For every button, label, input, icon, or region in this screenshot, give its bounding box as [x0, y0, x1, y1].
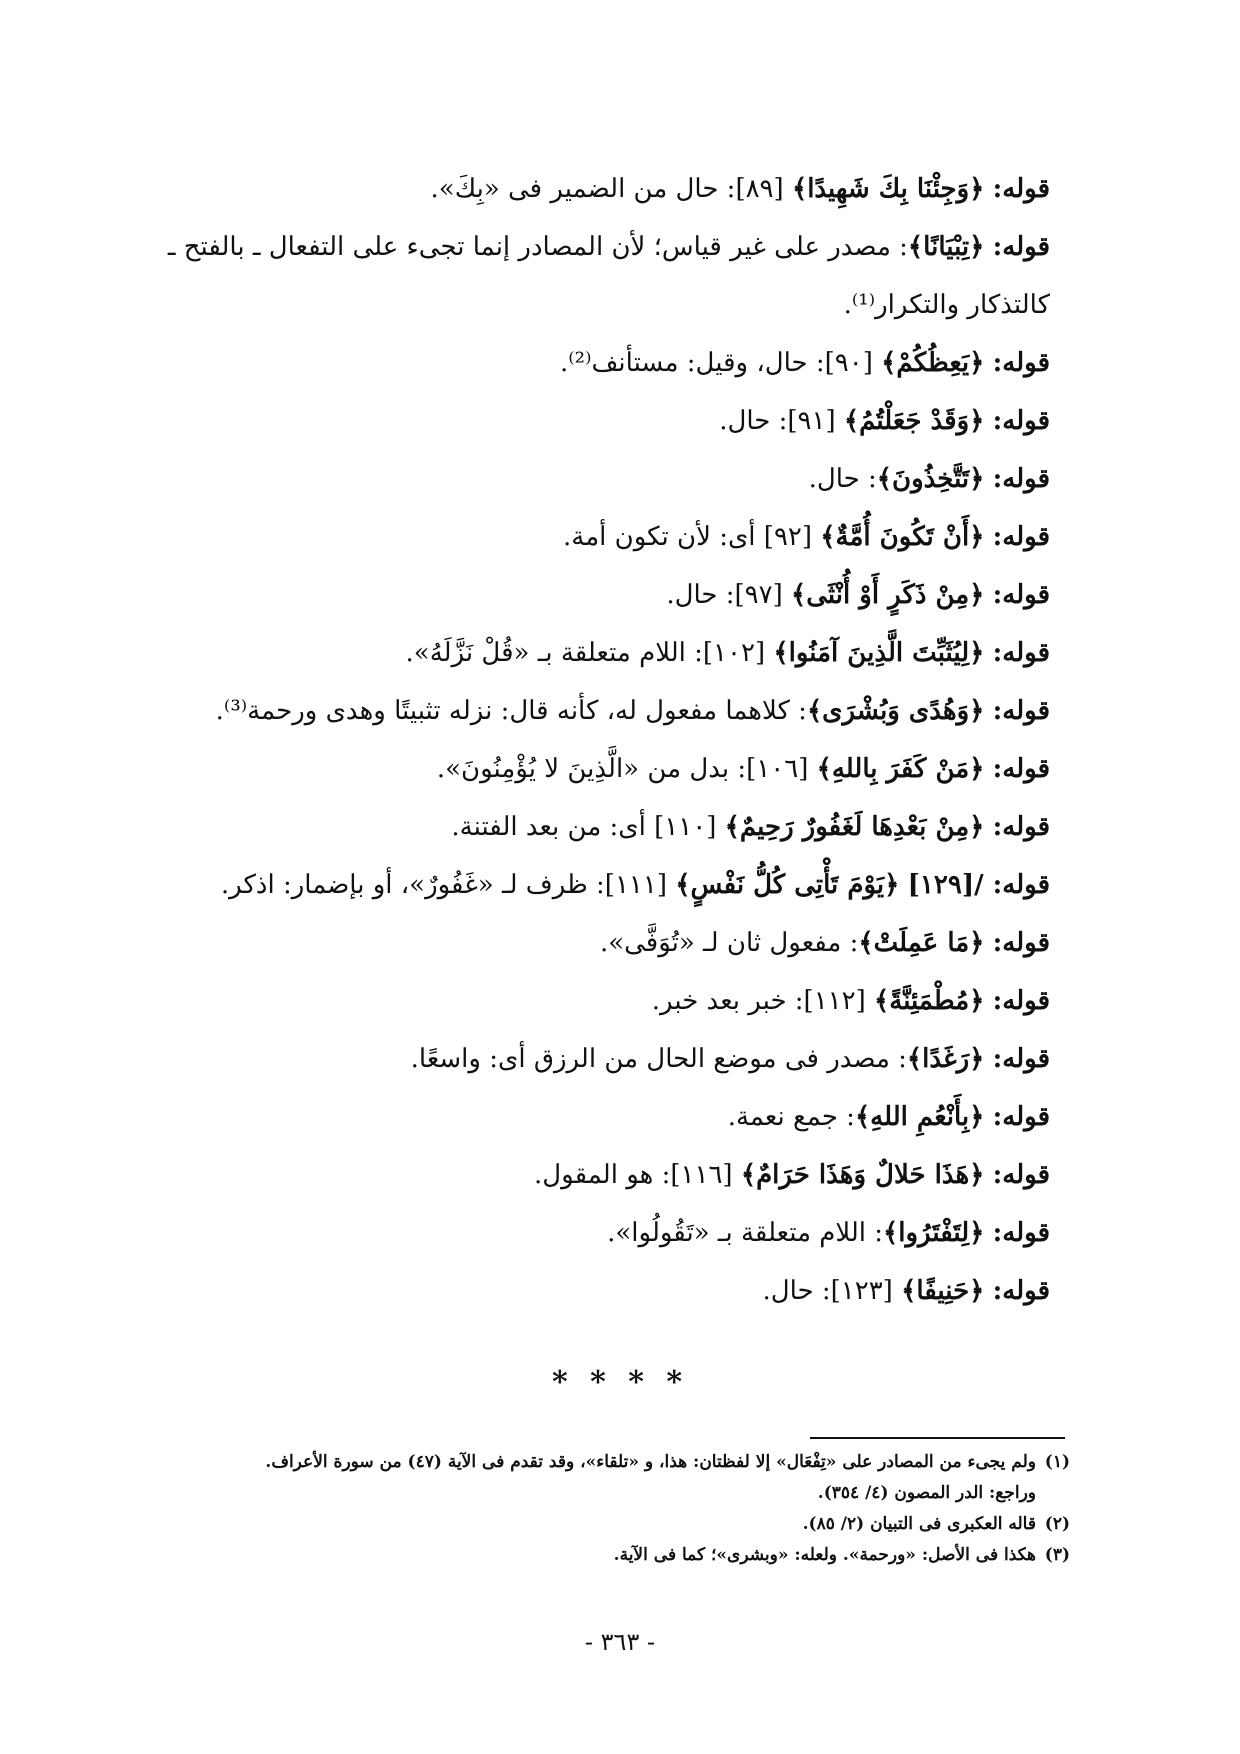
entry-label: قوله: — [992, 232, 1050, 262]
entry-label: قوله: — [992, 580, 1050, 610]
text-line — [170, 1262, 1050, 1320]
text-line — [170, 334, 1050, 392]
entry-label: قوله: — [992, 522, 1050, 552]
entry-label: قوله: — [992, 1044, 1050, 1074]
entry-text: [٨٩]: حال من الضمير فى «بِكَ». — [430, 174, 792, 204]
text-line — [170, 160, 1050, 218]
entry-label: قوله: — [992, 754, 1050, 784]
footnotes — [170, 1447, 1070, 1571]
quran-quote: ﴿مُطْمَئِنَّةً﴾ — [874, 986, 985, 1016]
entry-text: : كلاهما مفعول له، كأنه قال: نزله تثبيتًا وهدى ورحمة⁽³⁾. — [215, 696, 807, 726]
text-line — [170, 392, 1050, 450]
entry-text: [٩١]: حال. — [719, 406, 844, 436]
quran-quote: ﴿مَنْ كَفَرَ بِاللهِ﴾ — [816, 754, 985, 784]
entry-label: قوله: — [992, 1102, 1050, 1132]
entry-text: [١١٠] أى: من بعد الفتنة. — [451, 812, 725, 842]
footnote-rule — [810, 1437, 1065, 1439]
entry-text: : مفعول ثان لـ «تُوَفَّى». — [599, 928, 859, 958]
quran-quote: ﴿يَوْمَ تَأْتِى كُلُّ نَفْسٍ﴾ — [675, 870, 900, 900]
text-line — [170, 856, 1050, 914]
entry-text: [١١٦]: هو المقول. — [534, 1160, 741, 1190]
quran-quote: ﴿رَغَدًا﴾ — [906, 1044, 985, 1074]
footnote — [170, 1540, 1070, 1571]
entry-label: قوله: — [992, 348, 1050, 378]
entry-label: قوله: — [992, 696, 1050, 726]
footnote — [170, 1509, 1070, 1540]
entry-label: قوله: — [992, 812, 1050, 842]
text-line — [170, 1146, 1050, 1204]
entry-text: : جمع نعمة. — [727, 1102, 855, 1132]
quran-quote: ﴿مِنْ بَعْدِهَا لَغَفُورٌ رَحِيمٌ﴾ — [724, 812, 985, 842]
page-number: - ٣٦٣ - — [584, 1628, 656, 1656]
entry-label: قوله: — [992, 928, 1050, 958]
entry-label: قوله: — [992, 1218, 1050, 1248]
footnote-text: قاله العكبرى فى التبيان (٢/ ٨٥). — [802, 1514, 1036, 1534]
main-text — [167, 160, 1050, 1320]
quran-quote: ﴿لِتَفْتَرُوا﴾ — [883, 1218, 985, 1248]
quran-quote: ﴿تِبْيَانًا﴾ — [907, 232, 985, 262]
entry-text: [١١٢]: خبر بعد خبر. — [651, 986, 875, 1016]
quran-quote: ﴿حَنِيفًا﴾ — [901, 1276, 985, 1306]
entry-text: [١٠٦]: بدل من «الَّذِينَ لا يُؤْمِنُونَ». — [436, 754, 817, 784]
text-line — [170, 450, 1050, 508]
text-line — [170, 508, 1050, 566]
footnote-number: (٣) — [1044, 1545, 1070, 1565]
entry-label: قوله: — [992, 174, 1050, 204]
entry-label: قوله: — [992, 464, 1050, 494]
entry-text: [١١١]: ظرف لـ «غَفُورٌ»، أو بإضمار: اذكر. — [220, 870, 676, 900]
text-line — [170, 1088, 1050, 1146]
footnote — [170, 1447, 1070, 1478]
footnote-number: (٢) — [1044, 1514, 1070, 1534]
quran-quote: ﴿تَتَّخِذُونَ﴾ — [876, 464, 985, 494]
entry-text: : اللام متعلقة بـ «تَقُولُوا». — [607, 1218, 884, 1248]
section-separator: * * * * — [551, 1365, 689, 1400]
footnote-text: ولم يجىء من المصادر على «تِفْعَال» إلا لفظتان: هذا، و «تلقاء»، وقد تقدم فى الآية (٤٧) من سورة الأعراف. — [265, 1452, 1036, 1472]
entry-text: [٩٠]: حال، وقيل: مستأنف⁽²⁾. — [560, 348, 882, 378]
entry-label: قوله: — [992, 986, 1050, 1016]
quran-quote: ﴿مِنْ ذَكَرٍ أَوْ أُنْثَى﴾ — [791, 580, 985, 610]
footnote — [170, 1478, 1070, 1509]
footnote-text: هكذا فى الأصل: «ورحمة». ولعله: «وبشرى»؛ كما فى الآية. — [613, 1545, 1036, 1565]
text-line — [170, 740, 1050, 798]
entry-text: [٩٢] أى: لأن تكون أمة. — [563, 522, 821, 552]
entry-label: قوله: — [992, 638, 1050, 668]
entry-text: : مصدر على غير قياس؛ لأن المصادر إنما تجىء على التفعال ـ بالفتح ـ — [167, 232, 908, 262]
text-line — [170, 798, 1050, 856]
entry-text: : مصدر فى موضع الحال من الرزق أى: واسعًا. — [410, 1044, 907, 1074]
footnote-text: وراجع: الدر المصون (٤/ ٣٥٤). — [817, 1483, 1036, 1503]
text-line — [170, 972, 1050, 1030]
text-line — [170, 624, 1050, 682]
quran-quote: ﴿وَجِئْنَا بِكَ شَهِيدًا﴾ — [791, 174, 985, 204]
text-line — [170, 566, 1050, 624]
text-line — [170, 276, 1050, 334]
entry-text: : حال. — [808, 464, 877, 494]
entry-text: كالتذكار والتكرار⁽¹⁾. — [843, 290, 1050, 320]
entry-label: قوله: — [992, 406, 1050, 436]
entry-text: [١٢٣]: حال. — [762, 1276, 902, 1306]
entry-label: قوله: — [992, 1160, 1050, 1190]
quran-quote: ﴿وَقَدْ جَعَلْتُمُ﴾ — [843, 406, 985, 436]
entry-text: [١٠٢]: اللام متعلقة بـ «قُلْ نَزَّلَهُ». — [405, 638, 774, 668]
text-line — [170, 1204, 1050, 1262]
entry-text: [٩٧]: حال. — [666, 580, 791, 610]
text-line — [167, 218, 1050, 276]
quran-quote: ﴿مَا عَمِلَتْ﴾ — [858, 928, 985, 958]
text-line — [170, 682, 1050, 740]
quran-quote: ﴿بِأَنْعُمِ اللهِ﴾ — [854, 1102, 985, 1132]
text-line — [170, 914, 1050, 972]
entry-label: قوله: /[١٢٩] — [907, 870, 1050, 900]
footnote-number: (١) — [1044, 1452, 1070, 1472]
quran-quote: ﴿لِيُثَبِّتَ الَّذِينَ آمَنُوا﴾ — [773, 638, 985, 668]
text-line — [170, 1030, 1050, 1088]
quran-quote: ﴿أَنْ تَكُونَ أُمَّةٌ﴾ — [820, 522, 985, 552]
quran-quote: ﴿وَهُدًى وَبُشْرَى﴾ — [806, 696, 985, 726]
quran-quote: ﴿يَعِظُكُمْ﴾ — [881, 348, 985, 378]
entry-label: قوله: — [992, 1276, 1050, 1306]
quran-quote: ﴿هَذَا حَلالٌ وَهَذَا حَرَامٌ﴾ — [740, 1160, 985, 1190]
